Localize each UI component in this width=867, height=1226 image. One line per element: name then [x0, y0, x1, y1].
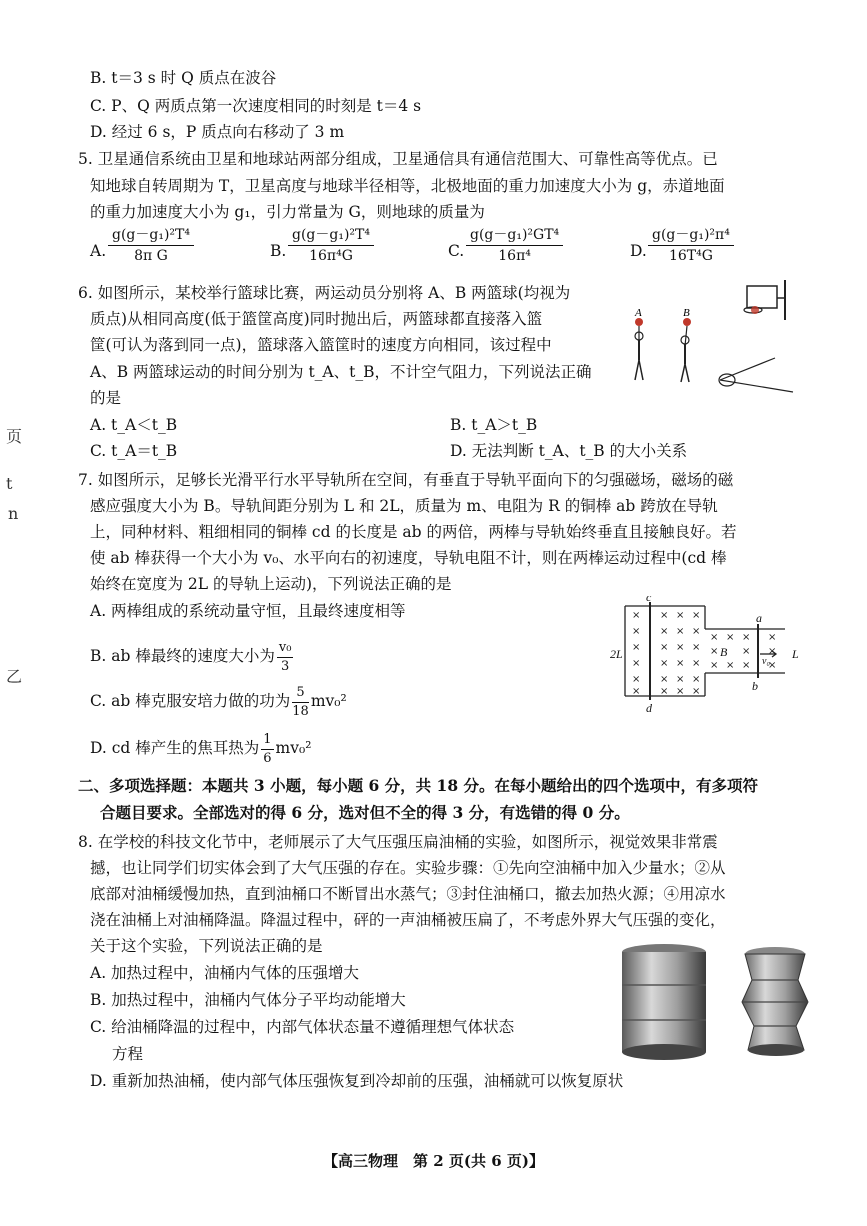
option-fraction: [288, 228, 374, 263]
label-b: b: [752, 679, 758, 693]
fraction-numerator: g(g－g₁)²GT⁴: [466, 228, 563, 246]
q7-option-c: [90, 685, 347, 719]
field-x-mark: ×: [660, 626, 669, 637]
field-x-mark: ×: [660, 642, 669, 653]
field-x-mark: ×: [632, 686, 641, 697]
fraction-numerator: g(g－g₁)²T⁴: [288, 228, 374, 246]
q7-stem-line3: 上，同种材料、粗细相同的铜棒 cd 的长度是 ab 的两倍，两棒与导轨始终垂直且接触良好。若: [90, 523, 737, 541]
q5-stem-line2: 知地球自转周期为 T，卫星高度与地球半径相等，北极地面的重力加速度大小为 g，赤道地面: [90, 177, 725, 195]
fig-label-b: B: [683, 307, 690, 319]
field-x-mark: ×: [692, 658, 701, 669]
fraction-denominator: 18: [292, 703, 309, 719]
q8-option-d: D. 重新加热油桶，使内部气体压强恢复到冷却前的压强，油桶就可以恢复原状: [90, 1072, 624, 1090]
q7-stem-line1: 7. 如图所示，足够长光滑平行水平导轨所在空间，有垂直于导轨平面向下的匀强磁场，磁场的磁: [78, 471, 734, 489]
q8-option-c-line1: C. 给油桶降温的过程中，内部气体状态量不遵循理想气体状态: [90, 1018, 515, 1036]
option-letter: B.: [270, 242, 287, 260]
option-fraction: [261, 732, 273, 766]
q4-option-b: B. t＝3 s 时 Q 质点在波谷: [90, 69, 277, 87]
q6-option-a: A. t_A＜t_B: [90, 416, 178, 434]
q6-option-d: D. 无法判断 t_A、t_B 的大小关系: [450, 442, 688, 460]
option-fraction: [648, 228, 734, 263]
fraction-numerator: v₀: [277, 640, 294, 658]
label-d: d: [646, 701, 652, 715]
q7-stem-line5: 始终在宽度为 2L 的导轨上运动)，下列说法正确的是: [90, 575, 452, 593]
field-x-mark: ×: [692, 686, 701, 697]
field-x-mark: ×: [692, 626, 701, 637]
q4-option-d: D. 经过 6 s，P 质点向右移动了 3 m: [90, 123, 345, 141]
q8-option-c-line2: 方程: [112, 1045, 144, 1063]
field-x-mark: ×: [676, 674, 685, 685]
option-suffix: mv₀²: [310, 692, 347, 711]
fraction-denominator: 16π⁴: [498, 248, 531, 264]
field-x-mark: ×: [710, 646, 719, 657]
fraction-numerator: g(g－g₁)²T⁴: [108, 228, 194, 246]
field-x-mark: ×: [660, 686, 669, 697]
fraction-denominator: 16π⁴G: [309, 248, 353, 264]
field-x-mark: ×: [768, 660, 777, 671]
field-x-mark: ×: [660, 610, 669, 621]
option-fraction: [466, 228, 563, 263]
q6-stem-line3: 筐(可认为落到同一点)，篮球落入篮筐时的速度方向相同，该过程中: [90, 336, 552, 354]
fraction-denominator: 16T⁴G: [668, 248, 713, 264]
q6-option-b: B. t_A＞t_B: [450, 416, 538, 434]
q7-stem-line2: 感应强度大小为 B。导轨间距分别为 L 和 2L，质量为 m、电阻为 R 的铜棒 ab 跨放在导轨: [90, 497, 718, 515]
basketball-figure: [625, 280, 795, 405]
option-letter: A.: [90, 242, 107, 260]
field-x-mark: ×: [692, 642, 701, 653]
field-x-mark: ×: [742, 632, 751, 643]
field-x-mark: ×: [710, 632, 719, 643]
q8-stem-line4: 浇在油桶上对油桶降温。降温过程中，砰的一声油桶被压扁了，不考虑外界大气压强的变化，: [90, 911, 726, 929]
field-x-mark: ×: [676, 658, 685, 669]
field-x-mark: ×: [676, 686, 685, 697]
label-2l: 2L: [610, 647, 623, 661]
field-x-mark: ×: [768, 646, 777, 657]
q7-option-b: [90, 640, 295, 674]
option-fraction: [108, 228, 194, 263]
field-x-mark: ×: [692, 674, 701, 685]
option-text: D. cd 棒产生的焦耳热为: [90, 739, 260, 758]
field-x-mark: ×: [660, 658, 669, 669]
field-x-mark: ×: [726, 632, 735, 643]
field-x-mark: ×: [742, 660, 751, 671]
field-x-mark: ×: [660, 674, 669, 685]
field-x-mark: ×: [768, 632, 777, 643]
option-fraction: [277, 640, 294, 674]
field-x-mark: ×: [632, 626, 641, 637]
q6-stem-line1: 6. 如图所示，某校举行篮球比赛，两运动员分别将 A、B 两篮球(均视为: [78, 284, 571, 302]
fraction-denominator: 3: [280, 658, 290, 674]
q5-stem-line1: 5. 卫星通信系统由卫星和地球站两部分组成，卫星通信具有通信范围大、可靠性高等优点。已: [78, 150, 718, 168]
field-x-mark: ×: [632, 674, 641, 685]
label-a: a: [756, 611, 762, 625]
margin-mark: 页: [6, 427, 23, 446]
label-l: L: [792, 647, 799, 661]
option-letter: C.: [448, 242, 465, 260]
field-x-mark: ×: [676, 610, 685, 621]
section2-heading-line2: 合题目要求。全部选对的得 6 分，选对但不全的得 3 分，有选错的得 0 分。: [100, 803, 630, 822]
margin-mark: t: [6, 474, 13, 493]
rail-magnetic-field-figure: [610, 596, 810, 716]
q8-stem-line2: 撼，也让同学们切实体会到了大气压强的存在。实验步骤：①先向空油桶中加入少量水；②从: [90, 859, 726, 877]
q6-stem-line5: 的是: [90, 389, 122, 407]
q8-option-b: B. 加热过程中，油桶内气体分子平均动能增大: [90, 991, 406, 1009]
intact-barrel: [622, 944, 706, 1060]
fig-label-a: A: [635, 307, 642, 319]
q5-stem-line3: 的重力加速度大小为 g₁，引力常量为 G，则地球的质量为: [90, 203, 485, 221]
field-x-mark: ×: [742, 646, 751, 657]
option-letter: D.: [630, 242, 647, 260]
page-footer: 【高三物理 第 2 页(共 6 页)】: [323, 1152, 544, 1170]
oil-barrel-photos: [612, 940, 817, 1065]
margin-mark: n: [8, 504, 19, 523]
label-v0: v₀: [762, 656, 770, 667]
field-x-mark: ×: [692, 610, 701, 621]
margin-mark: 乙: [6, 667, 23, 686]
fraction-denominator: 8π G: [134, 248, 168, 264]
section2-heading-line1: 二、多项选择题：本题共 3 小题，每小题 6 分，共 18 分。在每小题给出的四个选项中，有多项符: [78, 776, 759, 795]
q6-option-c: C. t_A＝t_B: [90, 442, 178, 460]
field-x-mark: ×: [676, 642, 685, 653]
field-x-mark: ×: [632, 658, 641, 669]
option-fraction: [292, 685, 309, 719]
fraction-numerator: 1: [261, 732, 273, 750]
q8-stem-line5: 关于这个实验，下列说法正确的是: [90, 937, 323, 955]
field-x-mark: ×: [632, 610, 641, 621]
q7-stem-line4: 使 ab 棒获得一个大小为 v₀、水平向右的初速度，导轨电阻不计，则在两棒运动过程中(cd 棒: [90, 549, 727, 567]
label-c: c: [646, 596, 652, 604]
option-text: C. ab 棒克服安培力做的功为: [90, 692, 291, 711]
option-suffix: mv₀²: [275, 739, 312, 758]
fraction-numerator: g(g－g₁)²π⁴: [648, 228, 734, 246]
label-b-field: B: [720, 645, 728, 659]
option-text: B. ab 棒最终的速度大小为: [90, 647, 275, 666]
field-x-mark: ×: [710, 660, 719, 671]
q8-stem-line3: 底部对油桶缓慢加热，直到油桶口不断冒出水蒸气；③封住油桶口，撤去加热火源；④用凉水: [90, 885, 726, 903]
crushed-barrel: [742, 947, 808, 1056]
q8-stem-line1: 8. 在学校的科技文化节中，老师展示了大气压强压扁油桶的实验，如图所示，视觉效果非常震: [78, 833, 718, 851]
q8-option-a: A. 加热过程中，油桶内气体的压强增大: [90, 964, 360, 982]
q6-stem-line4: A、B 两篮球运动的时间分别为 t_A、t_B，不计空气阻力，下列说法正确: [90, 363, 592, 381]
field-x-mark: ×: [726, 660, 735, 671]
q7-option-d: [90, 732, 311, 766]
q6-stem-line2: 质点)从相同高度(低于篮筐高度)同时抛出后，两篮球都直接落入篮: [90, 310, 543, 328]
field-x-mark: ×: [676, 626, 685, 637]
fraction-numerator: 5: [292, 685, 309, 703]
field-x-mark: ×: [632, 642, 641, 653]
fraction-denominator: 6: [263, 750, 272, 766]
q4-option-c: C. P、Q 两质点第一次速度相同的时刻是 t＝4 s: [90, 97, 422, 115]
q7-option-a: A. 两棒组成的系统动量守恒，且最终速度相等: [90, 602, 406, 620]
